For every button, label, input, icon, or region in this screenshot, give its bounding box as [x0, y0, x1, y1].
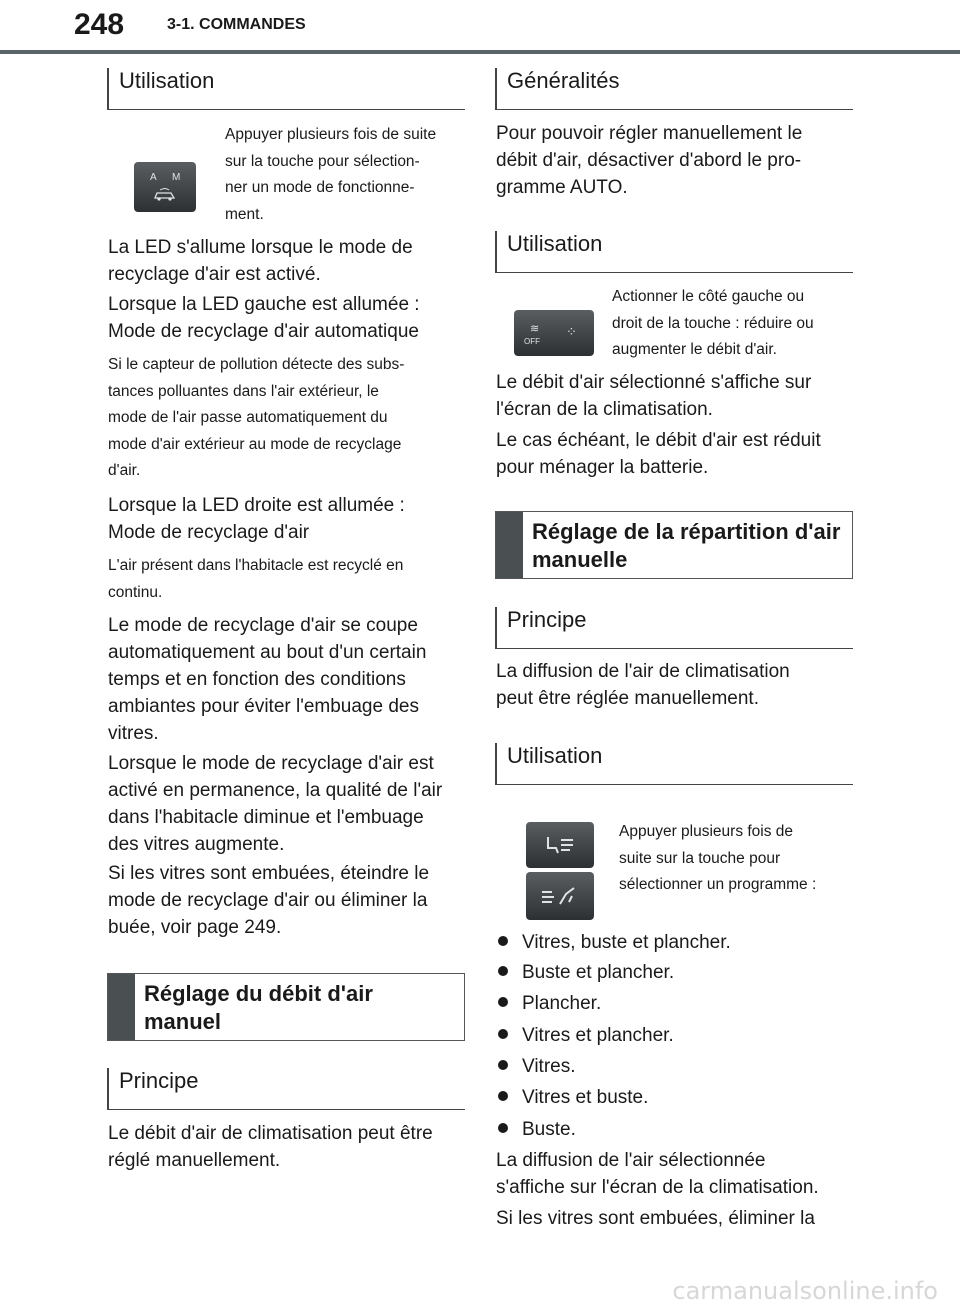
heading-principe-left: Principe	[107, 1068, 465, 1110]
list-item: Buste.	[498, 1116, 576, 1143]
right-icon-description: Actionner le côté gauche ou droit de la touche : réduire ou augmenter le débit d'air.	[612, 288, 814, 358]
left-para-led-right: Lorsque la LED droite est allumée : Mode de recyclage d'air	[108, 495, 405, 543]
heading-principe-right: Principe	[495, 607, 853, 649]
list-item: Buste et plancher.	[498, 959, 674, 986]
left-para-permanent: Lorsque le mode de recyclage d'air est activé en permanence, la qualité de l'air dans l'habitacle diminue et l'embuage des vitres augmente.	[108, 753, 443, 855]
left-para-led-left: Lorsque la LED gauche est allumée : Mode de recyclage d'air automatique	[108, 294, 420, 342]
car-icon	[152, 188, 178, 202]
bullet-icon	[498, 936, 508, 946]
heading-utilisation	[107, 68, 465, 110]
list-item: Vitres.	[498, 1053, 576, 1080]
header-rule	[0, 50, 960, 54]
left-small-pollution: Si le capteur de pollution détecte des subs- tances polluantes dans l'air extérieur, le mode de l'air passe automatiquement du mode d'air extérieur au mode de recyclage d'air.	[108, 356, 405, 479]
list-item: Vitres, buste et plancher.	[498, 929, 731, 956]
left-icon-description: Appuyer plusieurs fois de suite sur la touche pour sélection- ner un mode de fonctionne- ment.	[225, 126, 437, 223]
btn-label-m: M	[172, 172, 181, 183]
air-distribution-lower-button-icon	[526, 872, 594, 920]
bullet-icon	[498, 997, 508, 1007]
list-item: Vitres et buste.	[498, 1084, 648, 1111]
heading-text: Utilisation	[119, 68, 215, 93]
page-number: 248	[74, 8, 125, 41]
right-para-batterie: Le cas échéant, le débit d'air est réduit pour ménager la batterie.	[496, 430, 821, 478]
fan-speed-button-icon	[514, 310, 594, 356]
btn-label-a: A	[150, 172, 157, 183]
list-item: Plancher.	[498, 990, 601, 1017]
box-reglage-debit	[107, 973, 465, 1041]
right-para-fog: Si les vitres sont embuées, éliminer la	[496, 1208, 815, 1229]
windshield-airflow-icon	[540, 884, 578, 908]
left-para-auto-off: Le mode de recyclage d'air se coupe automatiquement au bout d'un certain temps et en fonction des conditions ambiantes pour éviter l'embuage des vitres.	[108, 615, 427, 744]
box-title: Réglage du débit d'air manuel	[144, 981, 373, 1034]
left-small-recycle: L'air présent dans l'habitacle est recyclé en continu.	[108, 557, 404, 601]
heading-utilisation-right: Utilisation	[495, 231, 853, 273]
right-icon-description-2: Appuyer plusieurs fois de suite sur la touche pour sélectionner un programme :	[619, 823, 817, 893]
air-distribution-upper-button-icon	[526, 822, 594, 868]
right-para-selection: La diffusion de l'air sélectionnée s'affiche sur l'écran de la climatisation.	[496, 1150, 819, 1198]
left-para-fog: Si les vitres sont embuées, éteindre le mode de recyclage d'air ou éliminer la buée, voir page 249.	[108, 863, 430, 938]
bullet-icon	[498, 1060, 508, 1070]
bullet-icon	[498, 966, 508, 976]
btn-off-label: OFF	[524, 337, 540, 346]
heading-utilisation-right-2: Utilisation	[495, 743, 853, 785]
right-para-generalites: Pour pouvoir régler manuellement le débit d'air, désactiver d'abord le pro- gramme AUTO.	[496, 123, 803, 198]
box-stripe	[108, 974, 135, 1040]
section-title: 3-1. COMMANDES	[167, 16, 306, 33]
left-para-principe: Le débit d'air de climatisation peut être réglé manuellement.	[108, 1123, 433, 1171]
heading-generalites: Généralités	[495, 68, 853, 110]
seat-airflow-icon	[544, 834, 576, 856]
bullet-icon	[498, 1091, 508, 1101]
bullet-icon	[498, 1123, 508, 1133]
box-reglage-repartition	[495, 511, 853, 579]
list-item: Vitres et plancher.	[498, 1022, 674, 1049]
box-title: Réglage de la répartition d'air manuelle	[532, 519, 841, 572]
right-para-affiche: Le débit d'air sélectionné s'affiche sur l'écran de la climatisation.	[496, 372, 812, 420]
box-stripe	[496, 512, 523, 578]
right-para-principe: La diffusion de l'air de climatisation peut être réglée manuellement.	[496, 661, 790, 709]
recirculation-button-icon	[134, 162, 196, 212]
bullet-icon	[498, 1029, 508, 1039]
left-para-led: La LED s'allume lorsque le mode de recyclage d'air est activé.	[108, 237, 413, 285]
watermark: carmanualsonline.info	[672, 1277, 938, 1305]
fan-small-icon: ≋	[530, 323, 540, 335]
fan-large-icon: ⁘	[566, 324, 577, 339]
